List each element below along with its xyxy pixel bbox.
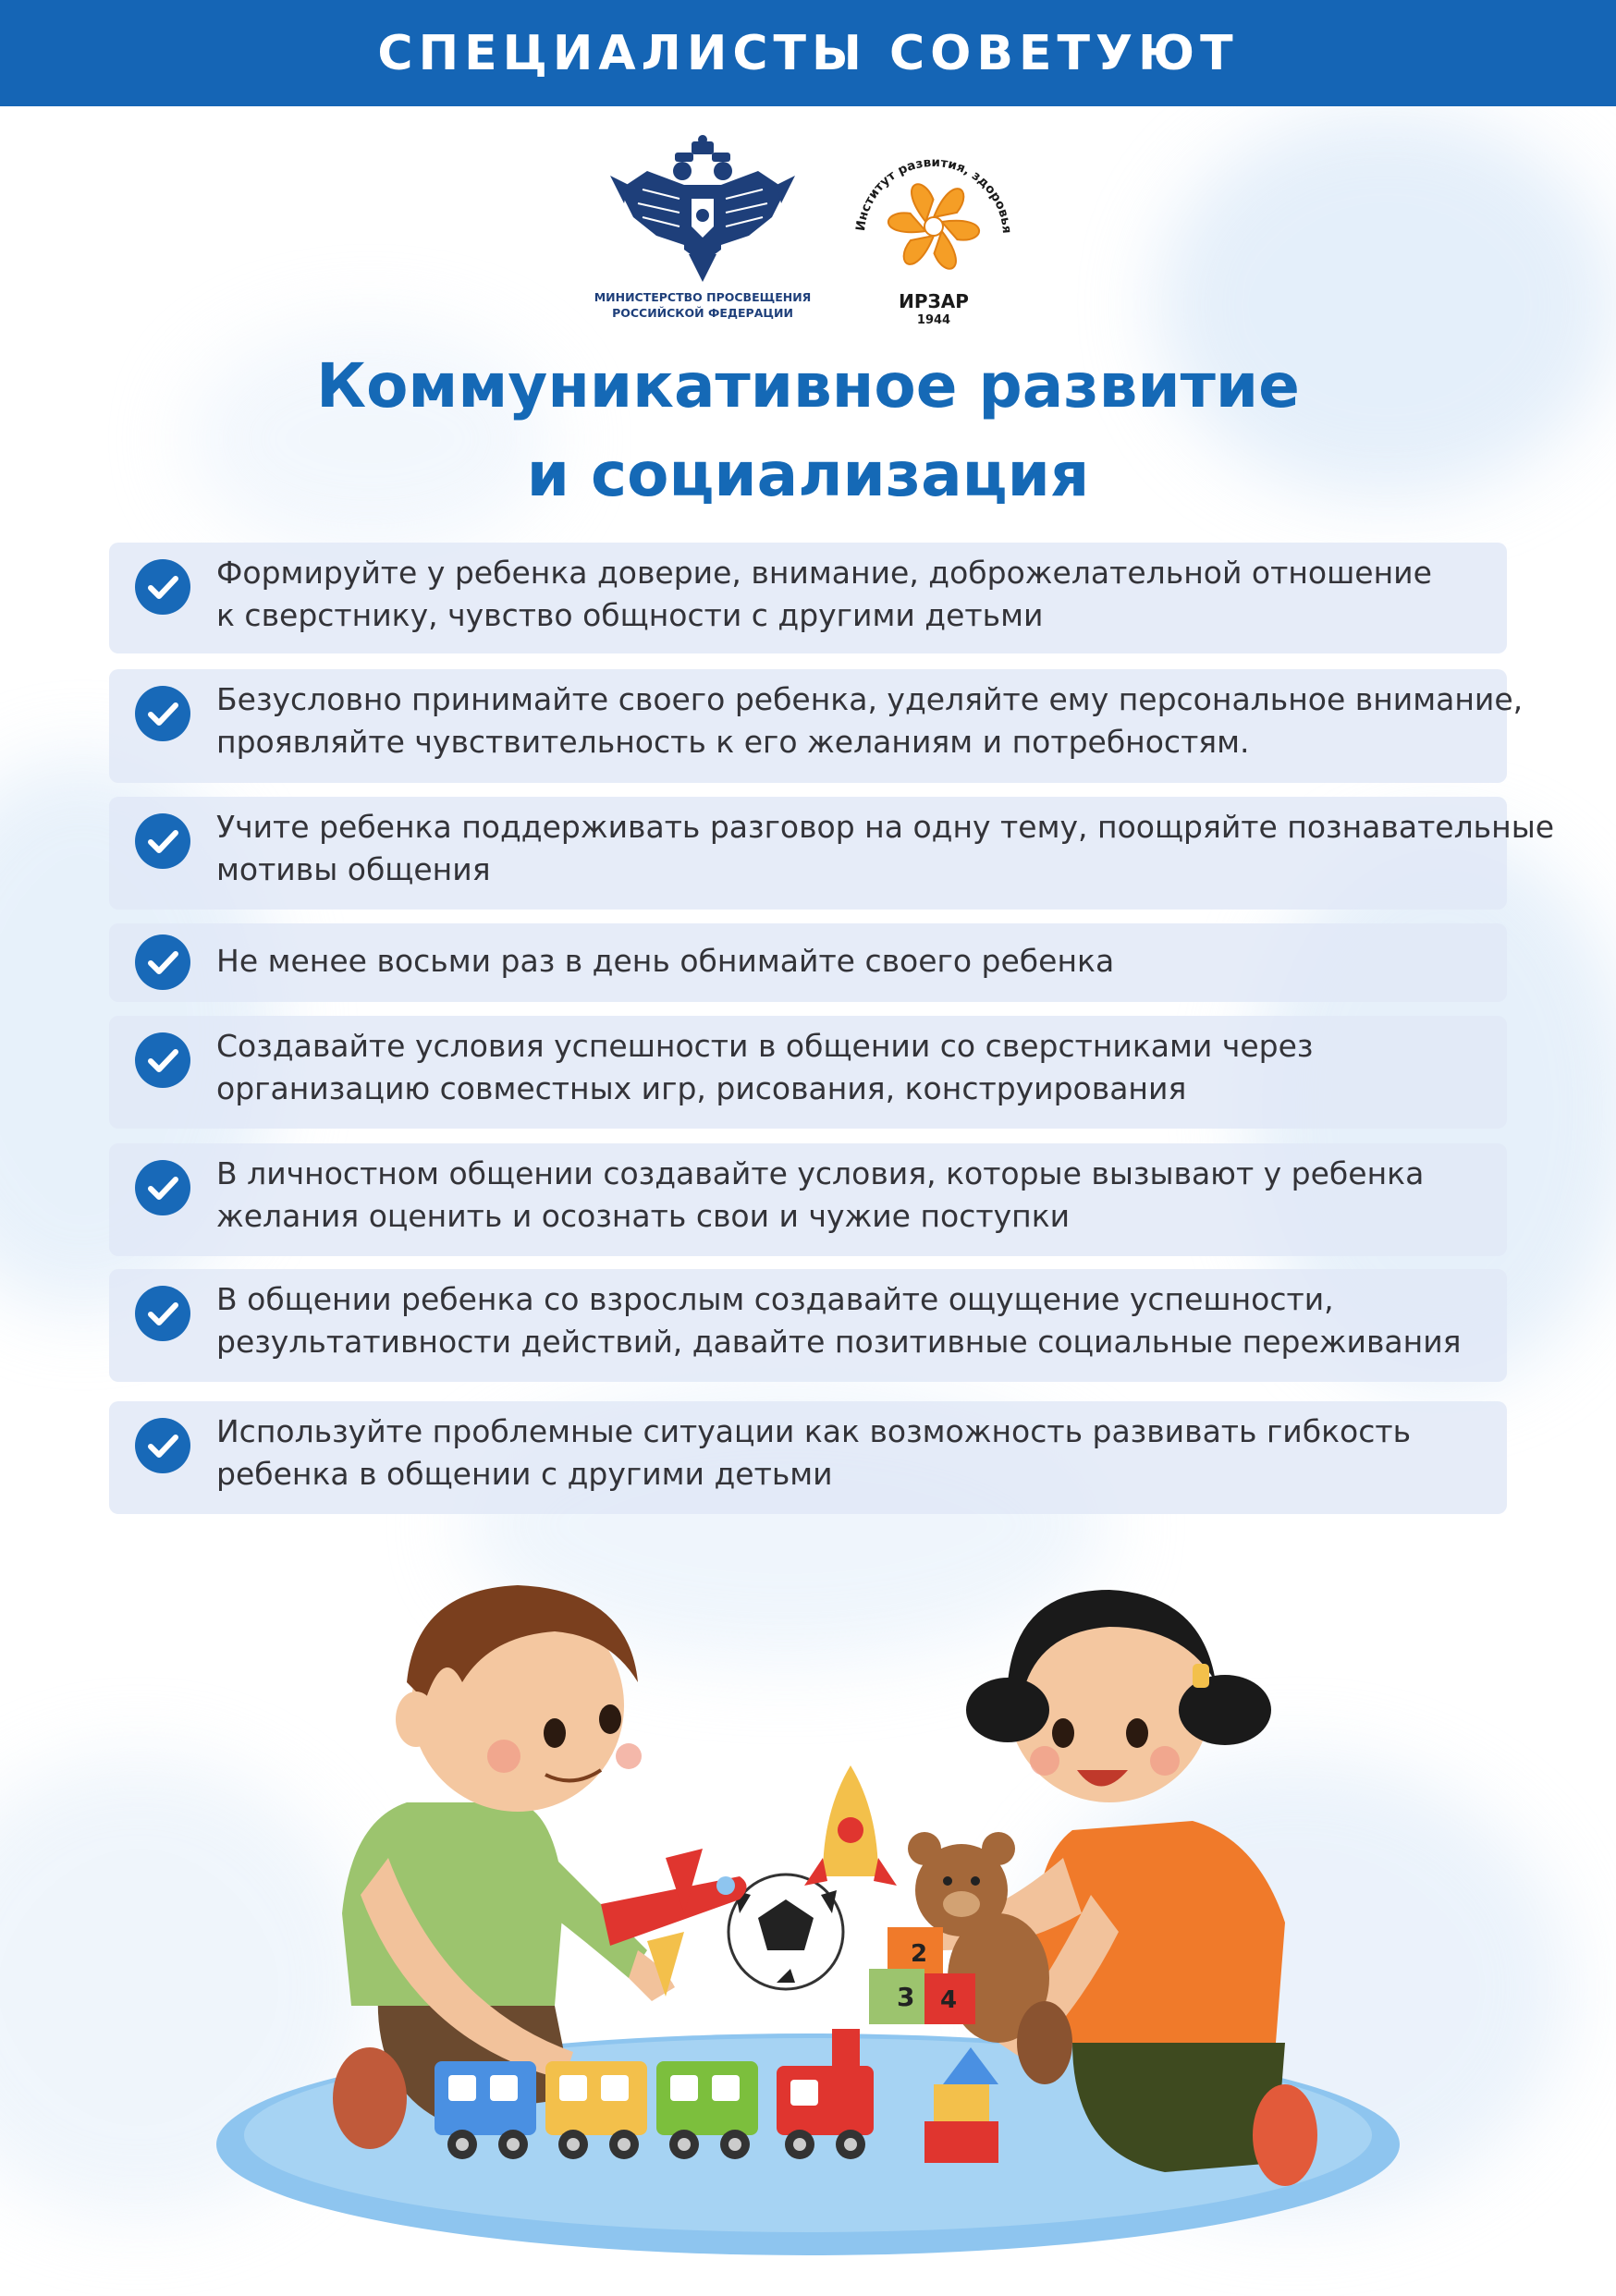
irzar-year: 1944	[916, 313, 951, 327]
list-item	[109, 1143, 1507, 1256]
title-line1: Коммуникативное развитие	[316, 350, 1300, 421]
item-text-line: проявляйте чувствительность к его желаниям и потребностям.	[216, 724, 1250, 760]
irzar-flower-icon	[846, 134, 1022, 333]
checkmark-icon	[135, 813, 190, 869]
item-text-line: мотивы общения	[216, 851, 491, 887]
header-title: СПЕЦИАЛИСТЫ СОВЕТУЮТ	[377, 25, 1239, 81]
list-item	[109, 1016, 1507, 1129]
item-text-line: организацию совместных игр, рисования, конструирования	[216, 1070, 1187, 1106]
ministry-caption-line2: РОССИЙСКОЙ ФЕДЕРАЦИИ	[612, 306, 793, 320]
list-item	[109, 923, 1507, 1002]
item-text-line: результативности действий, давайте позитивные социальные переживания	[216, 1324, 1462, 1360]
list-item	[109, 1401, 1507, 1514]
list-item	[109, 669, 1524, 783]
checkmark-icon	[135, 1286, 190, 1341]
title-line2: и социализация	[526, 439, 1090, 510]
item-text-line: В личностном общении создавайте условия, которые вызывают у ребенка	[216, 1155, 1425, 1191]
checkmark-icon	[135, 1418, 190, 1473]
soccer-ball	[728, 1875, 843, 1989]
item-text-line: Используйте проблемные ситуации как возможность развивать гибкость	[216, 1413, 1412, 1449]
item-text-line: ребенка в общении с другими детьми	[216, 1456, 833, 1492]
irzar-arc-text: Институт развития, здоровья	[853, 154, 1015, 235]
item-text-line: Формируйте у ребенка доверие, внимание, доброжелательной отношение	[216, 555, 1432, 591]
irzar-name: ИРЗАР	[899, 290, 969, 312]
item-text-line: Безусловно принимайте своего ребенка, уделяйте ему персональное внимание,	[216, 681, 1524, 717]
checkmark-icon	[135, 559, 190, 615]
item-text-line: В общении ребенка со взрослым создавайте ощущение успешности,	[216, 1281, 1334, 1317]
toy-rocket	[804, 1765, 897, 1886]
item-text-line: Создавайте условия успешности в общении со сверстниками через	[216, 1028, 1314, 1064]
eagle-emblem-icon	[592, 134, 814, 287]
checkmark-icon	[135, 1160, 190, 1215]
checkmark-icon	[135, 934, 190, 990]
block-number: 2	[911, 1940, 928, 1968]
toy-airplane	[601, 1849, 747, 1997]
list-item	[109, 543, 1507, 653]
children-playing-icon	[0, 1525, 1616, 2292]
children-illustration	[0, 1525, 1616, 2292]
checkmark-icon	[135, 686, 190, 741]
header-banner	[0, 0, 1616, 106]
item-text-line: Учите ребенка поддерживать разговор на одну тему, поощряйте познавательные	[216, 809, 1555, 845]
item-text-line: Не менее восьми раз в день обнимайте своего ребенка	[216, 943, 1115, 979]
logos-row	[0, 134, 1616, 333]
ministry-logo	[592, 134, 814, 333]
list-item	[109, 797, 1555, 910]
item-text-line: желания оценить и осознать свои и чужие поступки	[216, 1198, 1071, 1234]
item-text-line: к сверстнику, чувство общности с другими детьми	[216, 597, 1044, 633]
checkmark-icon	[135, 1032, 190, 1088]
block-number: 4	[940, 1986, 958, 2014]
block-number: 3	[897, 1982, 915, 2012]
list-item	[109, 1269, 1507, 1382]
ministry-caption-line1: МИНИСТЕРСТВО ПРОСВЕЩЕНИЯ	[594, 290, 812, 304]
page-title	[0, 342, 1616, 519]
irzar-logo	[846, 134, 1022, 333]
